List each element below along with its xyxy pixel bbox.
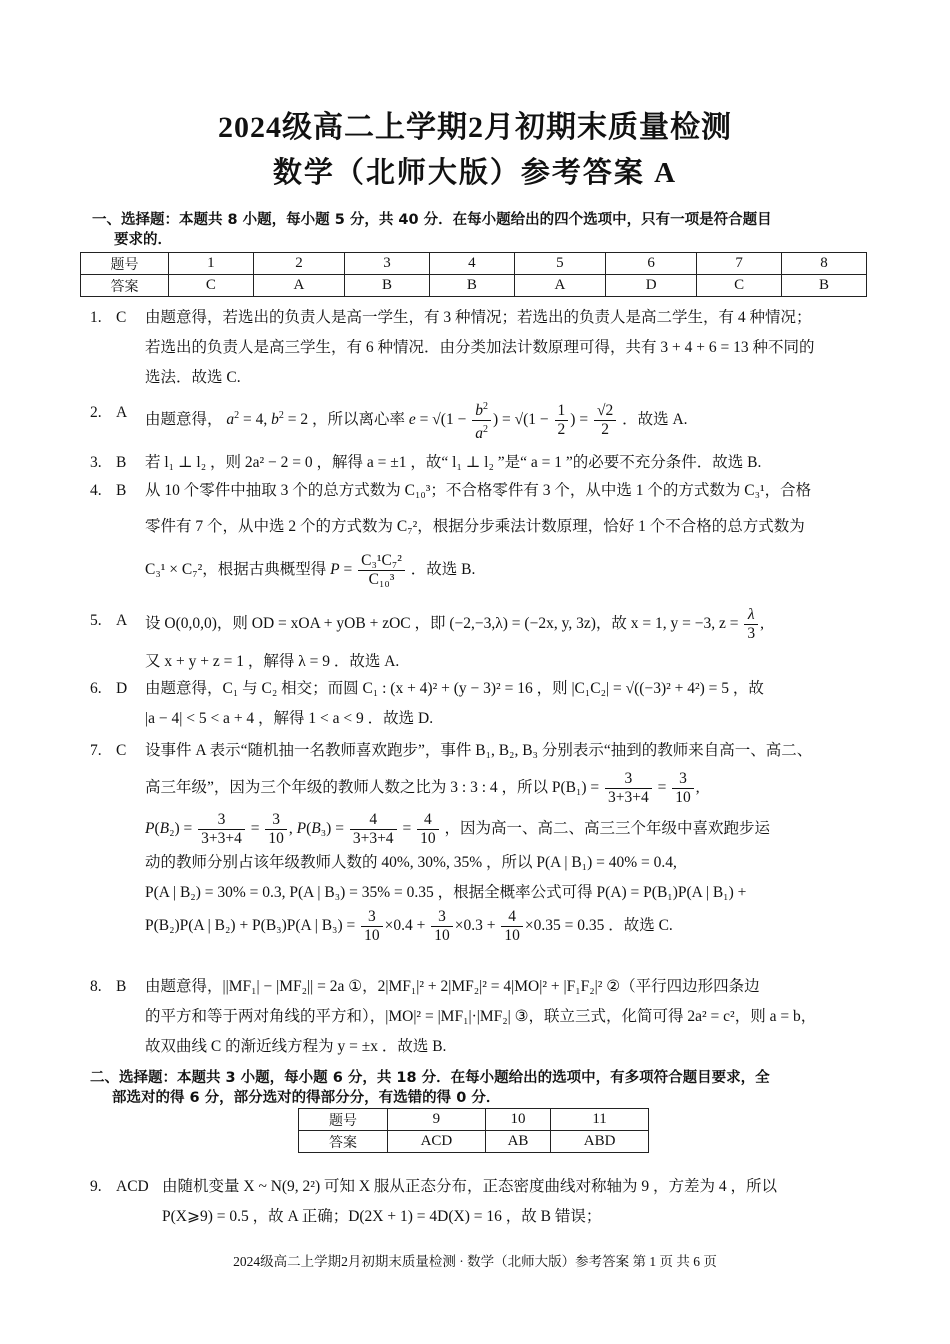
question-number: 3.	[90, 454, 102, 471]
question-solution	[145, 606, 865, 677]
question-solution	[145, 303, 865, 393]
solution-line: 故双曲线 C 的渐近线方程为 y = ±x ．故选 B.	[145, 1038, 447, 1055]
table-cell: 7	[697, 253, 782, 275]
table-row-answers	[299, 1131, 649, 1153]
question-number: 2.	[90, 404, 102, 421]
table-cell: C	[169, 275, 254, 297]
solution-line: 设事件 A 表示“随机抽一名教师喜欢跑步”，事件 B₁, B₂, B₃ 分别表示“抽到的教师来自高一、高二、	[145, 742, 813, 759]
question-solution	[145, 398, 865, 443]
solution-line: P(A | B₂) = 30% = 0.3, P(A | B₃) = 35% = 0.35 ，根据全概率公式可得 P(A) = P(B₁)P(A | B₁) +	[145, 884, 747, 901]
question-number: 6.	[90, 680, 102, 697]
question-answer: B	[116, 482, 127, 499]
page-title: 2024级高二上学期2月初期末质量检测	[218, 111, 732, 144]
table-cell: ACD	[388, 1131, 486, 1153]
question-1	[90, 303, 870, 393]
formula-eccentricity: e = √(1 − $\frac{b^2}{a^2}$ ) = √(1 − $\frac{1}{2}$ ) = $\frac{√2}{2}$	[409, 411, 618, 428]
table-row-numbers	[299, 1109, 649, 1131]
solution-text: ，因为高一、高二、高三三个年级中喜欢跑步运	[444, 820, 770, 838]
question-answer: B	[116, 978, 127, 995]
question-answer: ACD	[116, 1178, 149, 1195]
solution-text: P(B₂)P(A | B₂) + P(B₃)P(A | B₃) =	[145, 917, 356, 935]
section-2-line-2: 部选对的得 6 分，部分选对的得部分分，有选错的得 0 分．	[112, 1090, 501, 1106]
table-cell: B	[429, 275, 514, 297]
solution-line: 由题意得，若选出的负责人是高一学生，有 3 种情况；若选出的负责人是高二学生，有 4 种情况；	[145, 309, 812, 326]
question-answer: C	[116, 742, 127, 759]
table-cell: 4	[429, 253, 514, 275]
solution-line: |a − 4| < 5 < a + 4 ，解得 1 < a < 9 ．故选 D.	[145, 710, 434, 727]
table-cell: ABD	[551, 1131, 649, 1153]
solution-text: C₃¹ × C₇²，根据古典概型得	[145, 561, 327, 579]
solution-line: 由题意得，C₁ 与 C₂ 相交；而圆 C₁ : (x + 4)² + (y − 3)² = 16 ，则 |C₁C₂| = √((−3)² + 4²) = 5 ，故	[145, 680, 764, 697]
solution-text: ．故选 A.	[622, 411, 688, 429]
question-6	[90, 674, 870, 736]
table-cell: 5	[514, 253, 605, 275]
table-cell: B	[345, 275, 430, 297]
solution-text: ，所以离心率	[312, 411, 406, 429]
table-head-label: 题号	[299, 1109, 388, 1131]
page-footer: 2024级高二上学期2月初期末质量检测 · 数学（北师大版）参考答案 第 1 页 共 6 页	[233, 1254, 717, 1269]
solution-line: 由题意得，||MF₁| − |MF₂|| = 2a ①，2|MF₁|² + 2|MF₂|² = 4|MO|² + |F₁F₂|² ②（平行四边形四条边	[145, 978, 760, 995]
solution-text: ．故选 B.	[410, 561, 476, 579]
question-4	[90, 476, 870, 596]
question-8	[90, 972, 870, 1066]
solution-text: 设 O(0,0,0)，则 OD = xOA + yOB + zOC ，即 (−2,−3,λ) = (−2x, y, 3z)，故 x = 1, y = −3, z =	[145, 615, 739, 633]
table-cell: 2	[253, 253, 344, 275]
formula-lambda-3: $\frac{\lambda}{3}$	[744, 606, 758, 643]
question-number: 7.	[90, 742, 102, 759]
question-solution	[145, 476, 865, 589]
solution-line: 若选出的负责人是高三学生，有 6 种情况．由分类加法计数原理可得，共有 3 + 4 + 6 = 13 种不同的	[145, 339, 815, 356]
question-number: 5.	[90, 612, 102, 629]
solution-line: 又 x + y + z = 1 ，解得 λ = 9 ．故选 A.	[145, 653, 400, 670]
section-1-answer-table	[80, 252, 867, 297]
solution-text: = 0.35 ．故选 C.	[564, 917, 673, 935]
question-answer: C	[116, 309, 127, 326]
question-5	[90, 606, 870, 676]
section-1-line-2: 要求的．	[114, 232, 172, 248]
question-2	[90, 398, 870, 442]
table-cell: 8	[782, 253, 867, 275]
section-2-line-1: 二、选择题：本题共 3 小题，每小题 6 分，共 18 分．在每小题给出的选项中，有多项符合题目要求，全	[90, 1070, 770, 1086]
question-answer: A	[116, 404, 128, 421]
solution-line: P(B₂) = $\frac{3}{3+3+4}$ = $\frac{3}{10}$ , P(B₃) = $\frac{4}{3+3+4}$ = $\frac{4}{10}$ ，因为高一、高二、高三三个年级中喜欢跑步运	[145, 811, 770, 847]
question-3	[90, 448, 870, 478]
solution-line: P(B₂)P(A | B₂) + P(B₃)P(A | B₃) = $\frac{3}{10}$ ×0.4 + $\frac{3}{10}$ ×0.3 + $\frac{4}{10}$ ×0.35 = 0.35 ．故选 C.	[145, 908, 673, 944]
question-solution	[162, 1172, 882, 1232]
question-solution	[145, 972, 865, 1062]
solution-line: 的平方和等于两对角线的平方和），|MO|² = |MF₁|·|MF₂| ③，联立三式，化简可得 2a² = c²，则 a = b，	[145, 1008, 817, 1025]
table-cell: C	[697, 275, 782, 297]
table-head-label: 题号	[81, 253, 169, 275]
section-1-line-1: 一、选择题：本题共 8 小题，每小题 5 分，共 40 分．在每小题给出的四个选项中，只有一项是符合题目	[92, 212, 772, 228]
question-9	[90, 1172, 870, 1234]
page-subtitle: 数学（北师大版）参考答案 A	[272, 157, 678, 189]
table-cell: B	[782, 275, 867, 297]
table-cell: D	[606, 275, 697, 297]
question-number: 8.	[90, 978, 102, 995]
solution-line: 选法．故选 C.	[145, 369, 241, 386]
question-number: 1.	[90, 309, 102, 326]
table-cell: 3	[345, 253, 430, 275]
section-2-answer-table	[298, 1108, 649, 1153]
table-cell: 11	[551, 1109, 649, 1131]
question-7	[90, 736, 870, 966]
solution-line	[145, 552, 865, 589]
table-cell: 9	[388, 1109, 486, 1131]
table-cell: 6	[606, 253, 697, 275]
table-row-answers	[81, 275, 867, 297]
solution-line: 零件有 7 个，从中选 2 个的方式数为 C₇²，根据分步乘法计数原理，恰好 1 个不合格的总方式数为	[145, 518, 805, 535]
solution-line: 从 10 个零件中抽取 3 个的总方式数为 C₁₀³；不合格零件有 3 个，从中选 1 个的方式数为 C₃¹，合格	[145, 482, 812, 499]
formula-ab: $a^2 = 4$, $b^2 = 2$	[226, 410, 309, 429]
solution-text: 高三年级”，因为三个年级的教师人数之比为 3 : 3 : 4 ，所以 P(B₁) =	[145, 779, 600, 797]
formula-probability: P = $\frac{\text{C₃¹C₇²}}{\text{C₁₀³}}$	[330, 561, 407, 578]
solution-line: 设 O(0,0,0)，则 OD = xOA + yOB + zOC ，即 (−2,−3,λ) = (−2x, y, 3z)，故 x = 1, y = −3, z = $\frac{\lambda}{3}$ ,	[145, 606, 764, 642]
question-answer: B	[116, 454, 127, 471]
question-number: 9.	[90, 1178, 102, 1195]
solution-line: 由随机变量 X ~ N(9, 2²) 可知 X 服从正态分布，正态密度曲线对称轴为 9 ，方差为 4 ，所以	[162, 1178, 777, 1195]
solution-line: 高三年级”，因为三个年级的教师人数之比为 3 : 3 : 4 ，所以 P(B₁) = $\frac{3}{3+3+4}$ = $\frac{3}{10}$ ,	[145, 770, 700, 806]
solution-line: 若 l₁ ⊥ l₂ ，则 2a² − 2 = 0 ，解得 a = ±1 ，故“ l₁ ⊥ l₂ ”是“ a = 1 ”的必要不充分条件．故选 B.	[145, 454, 762, 471]
question-solution	[145, 736, 865, 945]
table-answer-label: 答案	[299, 1131, 388, 1153]
section-2-instructions	[90, 1068, 870, 1108]
question-number: 4.	[90, 482, 102, 499]
table-row-numbers	[81, 253, 867, 275]
solution-line: 动的教师分别占该年级教师人数的 40%, 30%, 35% ，所以 P(A | B₁) = 40% = 0.4,	[145, 854, 677, 871]
question-solution	[145, 674, 865, 734]
table-cell: 10	[485, 1109, 550, 1131]
solution-line: P(X⩾9) = 0.5 ，故 A 正确；D(2X + 1) = 4D(X) = 16 ，故 B 错误；	[162, 1208, 602, 1225]
table-cell: A	[514, 275, 605, 297]
table-cell: AB	[485, 1131, 550, 1153]
section-1-instructions	[92, 210, 872, 250]
solution-text: 由题意得，	[145, 411, 223, 429]
question-answer: A	[116, 612, 128, 629]
table-answer-label: 答案	[81, 275, 169, 297]
table-cell: 1	[169, 253, 254, 275]
question-answer: D	[116, 680, 128, 697]
table-cell: A	[253, 275, 344, 297]
